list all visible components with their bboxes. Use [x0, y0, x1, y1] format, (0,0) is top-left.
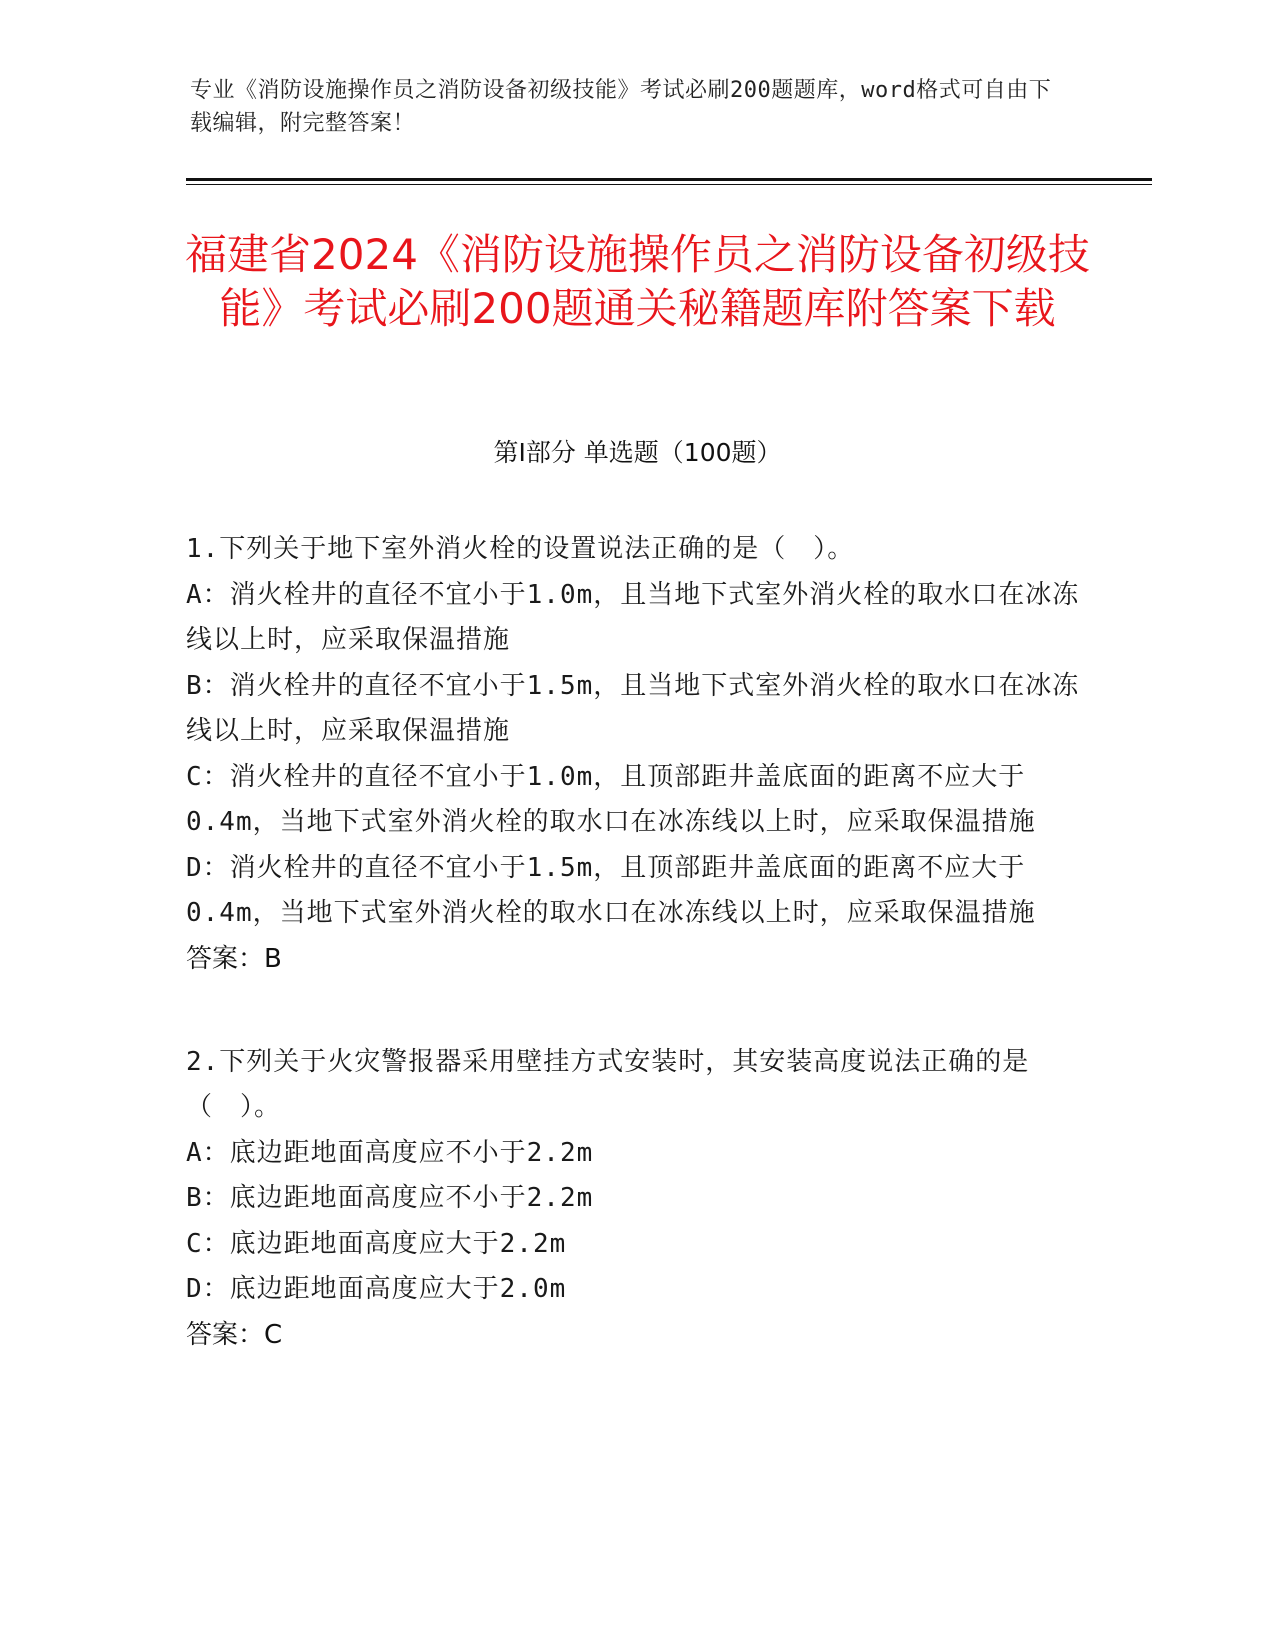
answer: 答案：C: [186, 1319, 283, 1350]
header-rule-thick: [186, 178, 1152, 181]
question-stem: 1.下列关于地下室外消火栓的设置说法正确的是（ ）。: [186, 534, 855, 564]
option-b: B：底边距地面高度应不小于2.2m: [186, 1183, 594, 1213]
option-d: D：底边距地面高度应大于2.0m: [186, 1274, 567, 1304]
option-b: B：消火栓井的直径不宜小于1.5m，且当地下式室外消火栓的取水口在冰冻线以上时，应采取保温措施: [186, 670, 1080, 746]
answer: 答案：B: [186, 943, 282, 974]
header-note: 专业《消防设施操作员之消防设备初级技能》考试必刷200题题库，word格式可自由下载编辑，附完整答案！: [190, 78, 1052, 136]
question-stem: 2.下列关于火灾警报器采用壁挂方式安装时，其安装高度说法正确的是（ ）。: [186, 1046, 1030, 1122]
header-rule-thin: [186, 184, 1152, 185]
section-heading: 第Ⅰ部分 单选题（100题）: [493, 438, 782, 467]
option-d: D：消火栓井的直径不宜小于1.5m，且顶部距井盖底面的距离不应大于0.4m，当地下式室外消火栓的取水口在冰冻线以上时，应采取保温措施: [186, 852, 1036, 928]
document-title: 福建省2024《消防设施操作员之消防设备初级技能》考试必刷200题通关秘籍题库附答案下载: [185, 230, 1090, 333]
option-a: A：消火栓井的直径不宜小于1.0m，且当地下式室外消火栓的取水口在冰冻线以上时，应采取保温措施: [186, 579, 1080, 655]
option-c: C：底边距地面高度应大于2.2m: [186, 1228, 567, 1259]
option-a: A：底边距地面高度应不小于2.2m: [186, 1137, 594, 1168]
question-1: [186, 527, 1086, 982]
question-2: [186, 1040, 1086, 1358]
question-list: [186, 527, 1086, 1416]
option-c: C：消火栓井的直径不宜小于1.0m，且顶部距井盖底面的距离不应大于0.4m，当地下式室外消火栓的取水口在冰冻线以上时，应采取保温措施: [186, 761, 1036, 837]
